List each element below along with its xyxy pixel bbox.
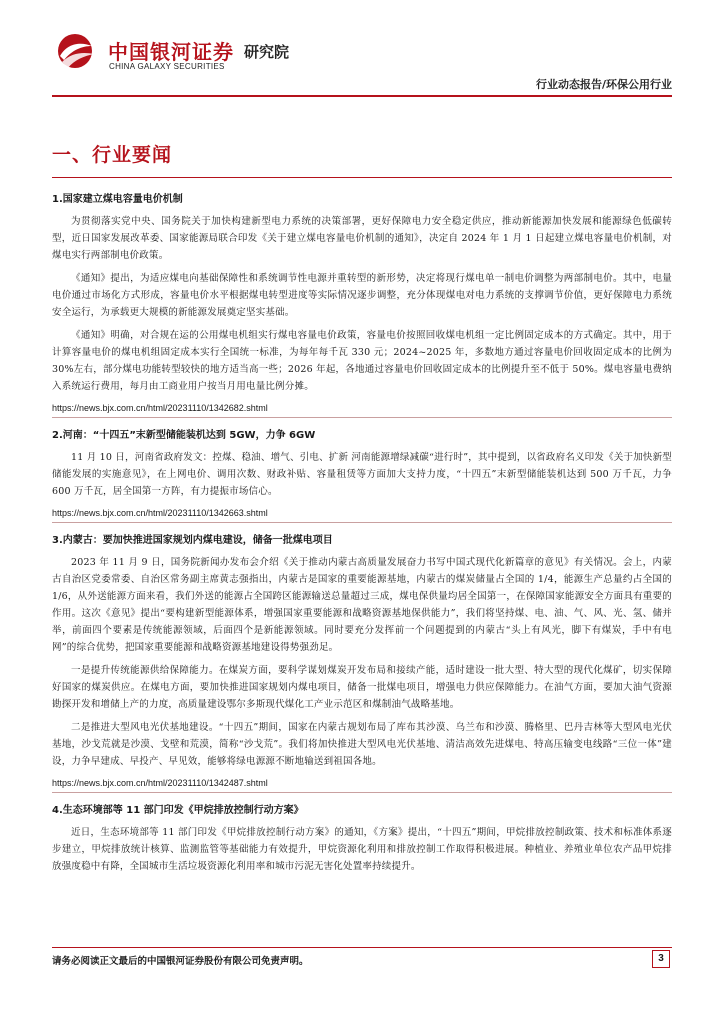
page-number: 3: [652, 950, 670, 968]
news-item: [52, 531, 672, 793]
news-paragraph: 《通知》提出，为适应煤电向基础保障性和系统调节性电源并重转型的新形势，决定将现行煤电单一制电价调整为两部制电价。其中，电量电价通过市场化方式形成，容量电价水平根据煤电转型进度等实际情况逐步调整，充分体现煤电对电力系统的支撑调节价值，更好保障电力系统安全运行，为承载更大规模的新能源发展奠定坚实基础。: [52, 273, 672, 318]
link-divider: [52, 792, 672, 793]
news-paragraph: 11 月 10 日，河南省政府发文：控煤、稳油、增气、引电、扩新 河南能源增绿减碳“进行时”，其中提到，以省政府名义印发《关于加快新型储能发展的实施意见》，在上网电价、调用次数、财政补贴、容量租赁等方面加大支持力度，“十四五”末新型储能装机达到 500 万千瓦，力争 600 万千瓦，居全国第一方阵，有力提振市场信心。: [52, 452, 672, 497]
source-link[interactable]: https://news.bjx.com.cn/html/20231110/1342487.shtml: [52, 778, 268, 788]
disclaimer-text: 请务必阅读正文最后的中国银河证券股份有限公司免责声明。: [52, 956, 309, 967]
news-paragraph: 2023 年 11 月 9 日，国务院新闻办发布会介绍《关于推动内蒙古高质量发展奋力书写中国式现代化新篇章的意见》有关情况。会上，内蒙古自治区党委常委、自治区常务副主席黄志强指出，内蒙古是国家的重要能源基地，内蒙古的煤炭储量占全国的 1/4，能源生产总量约占全国的 1/6，从外送能源方面来看，我们外送的能源占全国跨区能源输送总量超过三成，煤电保供量均居全国第一，在保障国家能源安全方面具有重要的作用。这次《意见》提出“要构建新型能源体系，增强国家重要能源和战略资源基地保供能力”，我们将坚持煤、电、油、气、风、光、氢、储并举，前面四个要素是传统能源领域，后面四个是新能源领域。同时要充分发挥前一个问题提到的内蒙古“头上有风光，脚下有煤炭，手中有电网”的综合优势，把国家重要能源和战略资源基地建设得势强劲足。: [52, 557, 672, 653]
news-paragraph: 为贯彻落实党中央、国务院关于加快构建新型电力系统的决策部署，更好保障电力安全稳定供应，推动新能源加快发展和能源绿色低碳转型，近日国家发展改革委、国家能源局联合印发《关于建立煤电容量电价机制的通知》，决定自 2024 年 1 月 1 日起建立煤电容量电价机制，对煤电实行两部制电价政策。: [52, 216, 672, 261]
brand-name-en: CHINA GALAXY SECURITIES: [109, 62, 225, 71]
report-header: [52, 28, 676, 72]
brand-name-cn: 中国银河证券: [108, 40, 234, 64]
news-title: 1.国家建立煤电容量电价机制: [52, 194, 183, 205]
news-paragraph: 《通知》明确，对合规在运的公用煤电机组实行煤电容量电价政策，容量电价按照回收煤电机组一定比例固定成本的方式确定。其中，用于计算容量电价的煤电机组固定成本实行全国统一标准，为每年每千瓦 330 元；2024~2025 年，多数地方通过容量电价回收固定成本的比例为 30%左右，部分煤电功能转型较快的地方适当高一些；2026 年起，各地通过容量电价回收固定成本的比例提升至不低于 50%。煤电容量电费纳入系统运行费用，每月由工商业用户按当月用电量比例分摊。: [52, 330, 672, 392]
source-link[interactable]: https://news.bjx.com.cn/html/20231110/1342682.shtml: [52, 403, 268, 413]
news-title: 2.河南：“十四五”末新型储能装机达到 5GW，力争 6GW: [52, 430, 316, 441]
source-link[interactable]: https://news.bjx.com.cn/html/20231110/1342663.shtml: [52, 508, 268, 518]
news-title: 4.生态环境部等 11 部门印发《甲烷排放控制行动方案》: [52, 805, 304, 816]
main-content: [52, 140, 672, 881]
page-footer: [52, 943, 672, 971]
news-item: [52, 801, 672, 875]
header-divider: [52, 95, 672, 97]
news-item: [52, 190, 672, 418]
institute-label: 研究院: [244, 43, 290, 61]
galaxy-logo-icon: [52, 32, 98, 70]
news-paragraph: 二是推进大型风电光伏基地建设。“十四五”期间，国家在内蒙古规划布局了库布其沙漠、乌兰布和沙漠、腾格里、巴丹吉林等大型风电光伏基地，沙戈荒就是沙漠、戈壁和荒漠，简称“沙戈荒”。我们将加快推进大型风电光伏基地、清洁高效先进煤电、特高压输变电线路“三位一体”建设，力争早建成、早投产、早见效，能够将绿电源源不断地输送到祖国各地。: [52, 722, 672, 767]
news-paragraph: 近日，生态环境部等 11 部门印发《甲烷排放控制行动方案》的通知，《方案》提出，“十四五”期间，甲烷排放控制政策、技术和标准体系逐步建立，甲烷排放统计核算、监测监管等基础能力有效提升，甲烷资源化利用和排放控制工作取得积极进展。种植业、养殖业单位农产品甲烷排放强度稳中有降，全国城市生活垃圾资源化利用率和城市污泥无害化处置率持续提升。: [52, 827, 672, 872]
link-divider: [52, 417, 672, 418]
footer-divider: [52, 947, 672, 948]
link-divider: [52, 522, 672, 523]
news-title: 3.内蒙古：要加快推进国家规划内煤电建设，储备一批煤电项目: [52, 535, 333, 546]
section-divider: [52, 177, 672, 178]
report-type: 行业动态报告/环保公用行业: [535, 78, 672, 91]
news-item: [52, 426, 672, 523]
news-paragraph: 一是提升传统能源供给保障能力。在煤炭方面，要科学谋划煤炭开发布局和接续产能，适时建设一批大型、特大型的现代化煤矿，切实保障好国家的煤炭供应。在煤电方面，要加快推进国家规划内煤电项目，储备一批煤电项目，增强电力供应保障能力。在油气方面，要加大油气资源勘探开发和增储上产的力度，高质量建设鄂尔多斯现代煤化工产业示范区和煤制油气战略基地。: [52, 665, 672, 710]
section-title: 一、行业要闻: [52, 144, 173, 166]
